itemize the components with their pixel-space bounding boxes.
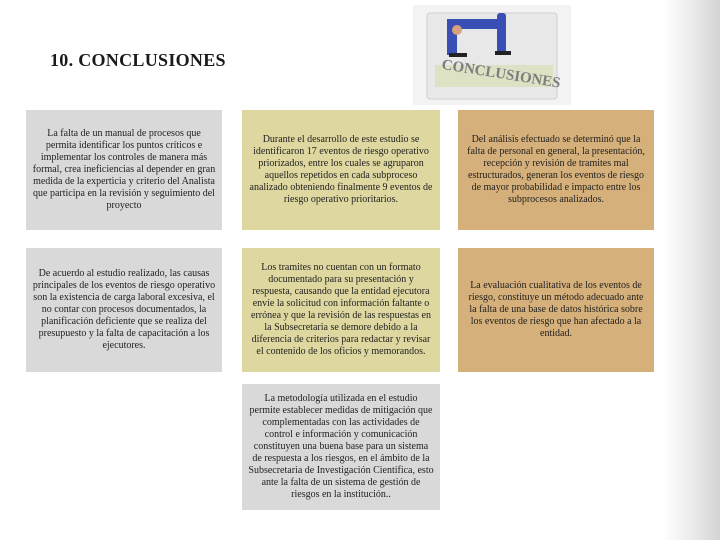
conclusion-box-5 — [242, 248, 440, 372]
conclusion-box-3 — [458, 110, 654, 230]
conclusion-text-1: La falta de un manual de procesos que permita identificar los puntos críticos e implementar los controles de manera más formal, crea ineficiencias al depender en gran medida de la experticia y criterio del Analista que participa en la revisión y seguimiento del proyecto — [32, 128, 216, 211]
conclusion-text-6: La evaluación cualitativa de los eventos de riesgo, constituye un método adecuado ante la falta de una base de datos histórica sobre los eventos de riesgo que han afectado a la entidad. — [468, 280, 644, 339]
conclusion-text-7: La metodología utilizada en el estudio permite establecer medidas de mitigación que complementadas con las actividades de control e información y comunicación constituyen una buena base para un sistema de respuesta a los riesgos, en el ámbito de la Subsecretaria de Investigación Científica, esto ante la falta de un sistema de gestión de riesgos en la institución.. — [248, 393, 434, 500]
conclusion-text-4: De acuerdo al estudio realizado, las causas principales de los eventos de riesgo operativo son la existencia de carga laboral excesiva, el no contar con procesos documentados, la planificación deficiente que se realiza del presupuesto y la falta de capacitación a los ejecutores. — [32, 268, 216, 351]
conclusion-text-2: Durante el desarrollo de este estudio se identificaron 17 eventos de riesgo operativo priorizados, entre los cuales se agruparon aquellos repetidos en cada subproceso analizado obteniendo finalmente 9 eventos de riesgo operativo prioritarios. — [249, 134, 433, 205]
conclusion-box-6 — [458, 248, 654, 372]
logo-caption: CONCLUSIONES — [440, 57, 562, 92]
conclusiones-logo — [413, 5, 571, 105]
conclusion-text-3: Del análisis efectuado se determinó que la falta de personal en general, la presentación, recepción y revisión de tramites mal estructurados, generan los eventos de riesgo de mayor probabilidad e impacto entre los subprocesos analizados. — [467, 134, 645, 205]
conclusion-text-5: Los tramites no cuentan con un formato documentado para su presentación y respuesta, causando que la entidad ejecutora envíe la solicitud con información faltante o errónea y que la revisión de las respuestas en la Subsecretaria se demore debido a la diferencia de criterios para redactar y revisar el contenido de los oficios y memorandos. — [251, 262, 431, 357]
page-title: 10. CONCLUSIONES — [50, 50, 226, 70]
conclusion-box-1 — [26, 110, 222, 230]
conclusion-box-4 — [26, 248, 222, 372]
conclusion-box-7 — [242, 384, 440, 510]
conclusion-box-2 — [242, 110, 440, 230]
